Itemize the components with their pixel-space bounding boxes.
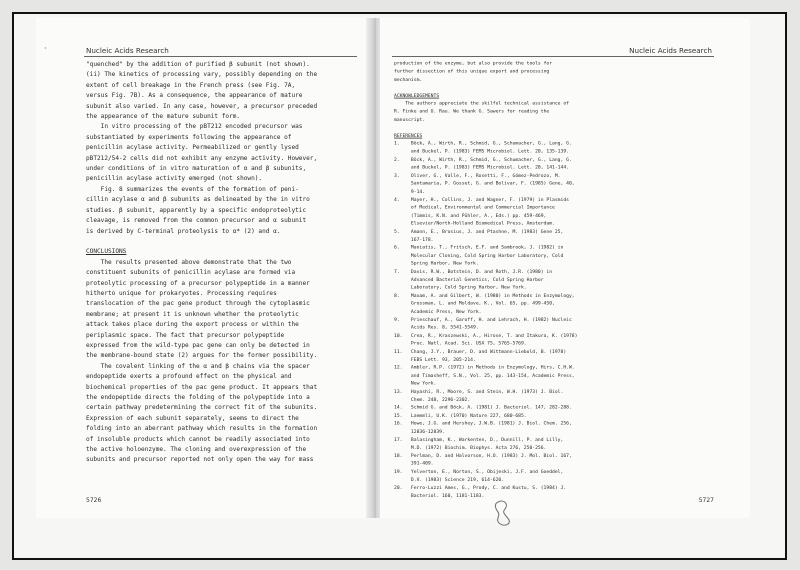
- reference-line: [394, 252, 577, 260]
- reference-text: Ferro-Luzzi Ames, G., Prody, C. and Kustu, S. (1984) J.: [410, 485, 567, 491]
- reference-number: 5.: [394, 228, 400, 235]
- reference-text: Howe, J.G. and Hershey, J.W.B. (1981) J. Biol. Chem. 256,: [410, 420, 572, 427]
- text-line: expressed from the wild-type pac gene can only be detected in: [86, 341, 310, 349]
- reference-text: Molecular Cloning, Cold Spring Harbor Laboratory, Cold: [410, 252, 564, 259]
- reference-text: Ambler, R.P. (1972) in Methods in Enzymology, Hirs, C.H.W.: [410, 364, 575, 371]
- text-line: constituent subunits of penicillin acylase are formed via: [86, 269, 296, 277]
- text-line: (ii) The kinetics of processing vary, possibly depending on the: [86, 71, 318, 79]
- reference-number: 16.: [394, 420, 403, 427]
- reference-line: [394, 148, 577, 156]
- text-line: the appearance of the mature subunit form.: [86, 113, 241, 121]
- reference-text: FEBS Lett. 93, 205-214.: [410, 356, 476, 363]
- reference-text: Laemmli, U.K. (1970) Nature 227, 680-685.: [410, 412, 527, 419]
- reference-text: D.V. (1983) Science 219, 614-620.: [410, 477, 505, 483]
- reference-line: [394, 308, 577, 316]
- reference-text: Laboratory, Cold Spring Harbor, New York.: [410, 284, 527, 291]
- reference-line: [394, 444, 577, 452]
- right-page: [380, 18, 750, 518]
- reference-number: [394, 380, 411, 388]
- right-body-text: [394, 60, 577, 500]
- reference-number: 10.: [394, 332, 403, 339]
- text-line: Expression of each subunit separately, seems to direct the: [86, 414, 299, 422]
- text-line: translocation of the pac gene product through the cytoplasmic: [86, 300, 310, 308]
- text-line: mechanism.: [394, 76, 423, 83]
- section-heading: CONCLUSIONS: [86, 248, 127, 256]
- left-page-number: 5726: [86, 497, 102, 504]
- reference-text: 9-14.: [410, 188, 426, 195]
- text-line: The results presented above demonstrate that the two: [86, 258, 292, 266]
- reference-line: [394, 204, 577, 212]
- reference-number: 17.: [394, 436, 403, 443]
- reference-text: and Buckel, P. (1983) FEMS Microbiol. Lett. 20, 141-144.: [410, 164, 569, 171]
- text-line: penicillin acylase activity. Permeabilized or gently lysed: [86, 144, 299, 152]
- text-line: subunits and precursor reported not only open the way for mass: [86, 456, 314, 464]
- reference-line: [394, 156, 577, 164]
- reference-number: [394, 308, 411, 316]
- reference-text: Maxam, A. and Gilbert, W. (1980) in Methods in Enzymology,: [410, 292, 575, 299]
- reference-text: Perlman, D. and Halvorson, H.O. (1983) J. Mol. Biol. 167,: [410, 453, 572, 459]
- reference-line: [394, 340, 577, 348]
- reference-line: [394, 460, 577, 468]
- text-line: hitherto unique for prokaryotes. Processing requires: [86, 289, 277, 297]
- reference-line: [394, 260, 577, 268]
- text-line: studies. β subunit, apparently by a specific endoproteolytic: [86, 206, 307, 214]
- reference-number: [394, 300, 411, 308]
- reference-number: 20.: [394, 485, 403, 491]
- reference-number: 12.: [394, 364, 403, 371]
- reference-line: [394, 436, 577, 444]
- reference-line: [394, 188, 577, 196]
- reference-line: [394, 324, 577, 332]
- left-body-text: [86, 60, 317, 466]
- reference-text: 12836-12839.: [410, 428, 445, 435]
- reference-text: Böck, A., Wirth, R., Schmid, G., Schumacher, G., Lang, G.: [410, 156, 572, 163]
- reference-text: of Medical, Environmental and Commercial Importance: [410, 204, 555, 211]
- text-line: subunit also varied. In any case, however, a precursor preceded: [86, 102, 318, 110]
- text-line: substantiated by experiments following the appearance of: [86, 133, 292, 141]
- reference-text: Prieschauf, A., Garoff, H. and Lehrach, H. (1982) Nucleic: [410, 316, 572, 323]
- reference-line: [394, 452, 577, 460]
- reference-text: Grossman, L. and Moldave, K., Vol. 65, pp. 499-450,: [410, 300, 555, 307]
- reference-text: Elsevier/North-Holland Biomedical Press, Amsterdam.: [410, 220, 555, 227]
- reference-text: Yelverton, E., Norton, S., Obijeski, J.F. and Goeddel,: [410, 469, 564, 475]
- reference-number: [394, 372, 411, 380]
- reference-text: Böck, A., Wirth, R., Schmid, G., Schumacher, G., Lang, G.: [410, 140, 572, 147]
- reference-line: [394, 220, 577, 228]
- reference-text: Chem. 248, 2296-2302.: [410, 396, 471, 403]
- reference-text: Balasingham, K., Warkenten, D., Dunnill, P. and Lilly,: [410, 436, 564, 443]
- reference-text: Crea, R., Kraszewski, A., Hirose, T. and Itakura, K. (1978): [410, 332, 578, 339]
- left-page: [36, 18, 376, 518]
- text-line: proteolytic processing of a precursor polypeptide in a manner: [86, 279, 310, 287]
- reference-line: [394, 468, 577, 476]
- section-heading: REFERENCES: [394, 132, 423, 139]
- text-line: [86, 237, 317, 247]
- reference-line: [394, 316, 577, 324]
- reference-text: Spring Harbor, New York.: [410, 260, 479, 267]
- reference-number: [394, 252, 411, 260]
- left-header-rule: [84, 56, 357, 57]
- right-page-number: 5727: [698, 497, 714, 504]
- reference-line: [394, 428, 577, 436]
- reference-line: [394, 228, 577, 236]
- text-line: production of the enzyme, but also provide the tools for: [394, 60, 553, 67]
- reference-text: New York.: [410, 380, 437, 387]
- reference-number: [394, 276, 411, 284]
- reference-text: Academic Press, New York.: [410, 308, 482, 315]
- reference-line: [394, 212, 577, 220]
- ink-stain: [492, 498, 514, 528]
- reference-text: Schmid G. and Böck, A. (1981) J. Bacteriol. 147, 282-288.: [410, 404, 572, 411]
- text-line: is derived by C-terminal proteolysis to α* (2) and α.: [86, 227, 281, 235]
- right-header-rule: [392, 56, 714, 57]
- text-line: manuscript.: [394, 116, 426, 123]
- text-line: Fig. 8 summarizes the events of the formation of peni-: [86, 185, 299, 193]
- reference-text: M.D. (1972) Biochim. Biophys. Acta 276, 250-256.: [410, 445, 547, 451]
- reference-number: 1.: [394, 140, 400, 147]
- reference-number: [394, 324, 411, 332]
- reference-number: [394, 340, 411, 348]
- reference-number: 18.: [394, 453, 403, 459]
- reference-number: [394, 492, 411, 500]
- reference-text: Hayashi, R., Moore, S. and Stein, W.H. (1973) J. Biol.: [410, 388, 564, 395]
- text-line: attack takes place during the export process or within the: [86, 321, 299, 329]
- reference-number: 11.: [394, 348, 403, 355]
- reference-text: Bacteriol. 160, 1181-1183.: [410, 493, 485, 499]
- reference-number: [394, 236, 411, 244]
- reference-text: Proc. Natl. Acad. Sci. USA 75, 5765-5769.: [410, 340, 527, 347]
- text-line: of insoluble products which cannot be readily associated into: [86, 435, 310, 443]
- reference-text: Santamaria, P. Gosset, G. and Bolivar, F. (1985) Gene, 40,: [410, 180, 575, 187]
- reference-line: [394, 164, 577, 172]
- reference-line: [394, 300, 577, 308]
- reference-line: [394, 492, 577, 500]
- reference-text: Advanced Bacterial Genetics, Cold Spring Harbor: [410, 276, 544, 283]
- text-line: penicillin acylase activity emerged (not shown).: [86, 175, 263, 183]
- reference-number: [394, 220, 411, 228]
- reference-number: 14.: [394, 404, 403, 411]
- reference-number: 8.: [394, 292, 400, 299]
- reference-text: Chang, J.Y., Brauer, D. and Wittmann-Liebold, B. (1978): [410, 348, 567, 355]
- reference-text: Davis, R.W., Botstein, D. and Roth, J.R. (1980) in: [410, 268, 553, 275]
- reference-text: 167-178.: [410, 236, 434, 243]
- reference-text: Acids Res. 8, 5541-5549.: [410, 324, 479, 331]
- reference-number: [394, 164, 411, 172]
- text-line: endopeptide exerts a profound effect on the physical and: [86, 373, 292, 381]
- text-line: The authors appreciate the skilful technical assistance of: [394, 100, 569, 107]
- section-heading: ACKNOWLEDGEMENTS: [394, 92, 440, 99]
- reference-line: [394, 196, 577, 204]
- text-line: certain pathway predetermining the correct fit of the subunits.: [86, 404, 318, 412]
- reference-number: [394, 180, 411, 188]
- reference-number: 19.: [394, 469, 403, 475]
- text-line: the membrane-bound state (2) argues for the former possibility.: [86, 352, 318, 360]
- right-running-head: Nucleic Acids Research: [629, 46, 712, 55]
- reference-number: [394, 188, 411, 196]
- reference-line: [394, 364, 577, 372]
- reference-line: [394, 476, 577, 484]
- text-line: folding into an aberrant pathway which results in the formation: [86, 425, 318, 433]
- reference-number: [394, 428, 411, 436]
- text-line: extent of cell breakage in the French press (see Fig. 7A,: [86, 81, 296, 89]
- text-line: membrane; at present it is unknown whether the proteolytic: [86, 310, 299, 318]
- reference-number: [394, 204, 411, 212]
- text-line: cleavage, is removed from the common precursor and α subunit: [86, 217, 307, 225]
- reference-number: 13.: [394, 388, 403, 395]
- reference-line: [394, 356, 577, 364]
- text-line: the endopeptide directs the folding of the polypeptide into a: [86, 394, 310, 401]
- reference-line: [394, 420, 577, 428]
- reference-number: 7.: [394, 268, 400, 275]
- left-running-head: Nucleic Acids Research: [86, 46, 169, 55]
- reference-line: [394, 284, 577, 292]
- reference-number: 15.: [394, 412, 403, 419]
- reference-number: [394, 460, 411, 468]
- reference-line: [394, 236, 577, 244]
- reference-number: [394, 476, 411, 484]
- text-line: biochemical properties of the pac gene product. It appears that: [86, 383, 318, 391]
- reference-number: 3.: [394, 172, 400, 179]
- reference-text: and Buckel, P. (1983) FEMS Microbiol. Lett. 20, 135-139.: [410, 148, 569, 155]
- text-line: The covalent linking of the α and β chains via the spacer: [86, 362, 310, 370]
- reference-number: 4.: [394, 196, 400, 203]
- reference-line: [394, 244, 577, 252]
- reference-number: 2.: [394, 156, 400, 163]
- reference-line: [394, 372, 577, 380]
- reference-number: [394, 284, 411, 292]
- text-line: "quenched" by the addition of purified β subunit (not shown).: [86, 61, 310, 68]
- reference-line: [394, 180, 577, 188]
- reference-line: [394, 396, 577, 404]
- text-line: periplasmic space. The fact that precursor polypeptide: [86, 331, 285, 339]
- text-line: In vitro processing of the pBT212 encoded precursor was: [86, 123, 303, 131]
- text-line: pBT212/54-2 cells did not exhibit any enzyme activity. However,: [86, 154, 318, 162]
- reference-line: [394, 404, 577, 412]
- reference-line: [394, 292, 577, 300]
- text-line: versus Fig. 7B). As a consequence, the appearance of mature: [86, 92, 303, 100]
- text-line: cillin acylase α and β subunits as delineated by the in vitro: [86, 196, 310, 204]
- reference-line: [394, 276, 577, 284]
- reference-number: [394, 356, 411, 364]
- reference-text: Oliver, G., Valle, F., Rosetti, F., Gómez-Pedrozo, M.: [410, 172, 561, 179]
- reference-line: [394, 172, 577, 180]
- text-line: R. Finke and U. Rau. We thank G. Sawers for reading the: [394, 108, 550, 115]
- reference-line: [394, 140, 577, 148]
- text-line: the active holoenzyme. The cloning and overexpression of the: [86, 446, 307, 454]
- reference-number: [394, 444, 411, 452]
- reference-text: and Timasheff, S.N., Vol. 25, pp. 143-154, Academic Press,: [410, 372, 575, 379]
- reference-line: [394, 484, 577, 492]
- reference-text: 391-409.: [410, 461, 434, 467]
- reference-number: [394, 260, 411, 268]
- reference-line: [394, 380, 577, 388]
- reference-text: Maniatis, T., Fritsch, E.F. and Sambrook, J. (1982) in: [410, 244, 564, 251]
- reference-line: [394, 412, 577, 420]
- reference-number: [394, 212, 411, 220]
- reference-line: [394, 332, 577, 340]
- text-line: further dissection of this unique export and processing: [394, 68, 550, 75]
- text-line: under conditions of in vitro maturation of α and β subunits,: [86, 165, 307, 173]
- reference-number: [394, 396, 411, 404]
- margin-mark: ·: [44, 44, 47, 53]
- reference-line: [394, 388, 577, 396]
- reference-number: 9.: [394, 316, 400, 323]
- reference-line: [394, 348, 577, 356]
- reference-text: (Timmis, K.N. and Pühler, A., Eds.) pp. 459-469,: [410, 212, 547, 219]
- reference-number: 6.: [394, 244, 400, 251]
- reference-number: [394, 148, 411, 156]
- reference-line: [394, 268, 577, 276]
- text-line: [394, 84, 577, 92]
- text-line: [394, 124, 577, 132]
- reference-text: Mayer, H., Collins, J. and Wagner, F. (1979) in Plasmids: [410, 196, 569, 203]
- reference-text: Amann, E., Brosius, J. and Ptashne, M. (1983) Gene 25,: [410, 228, 564, 235]
